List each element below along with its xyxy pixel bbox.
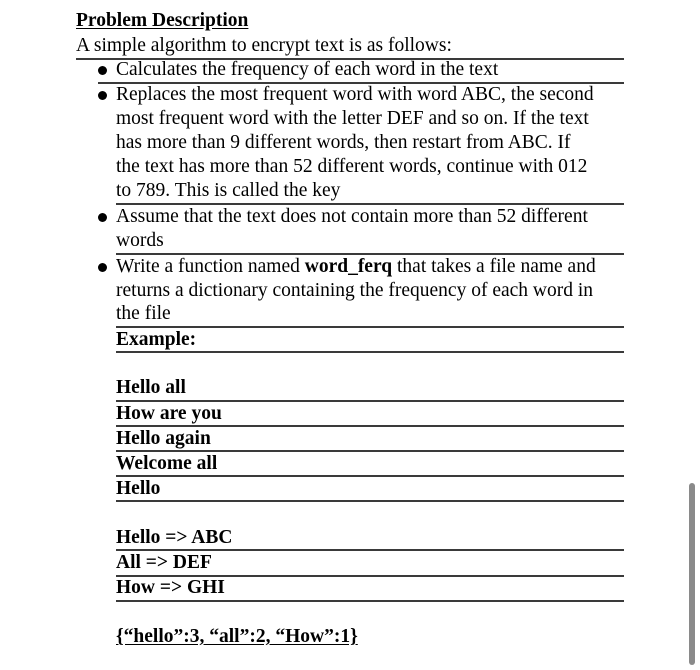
bullet-2-line-2: most frequent word with the letter DEF and so on. If the text — [116, 108, 589, 129]
function-name: word_ferq — [304, 256, 393, 277]
bullet-4-line-3: the file — [116, 303, 171, 324]
bullet-1-line-1: Calculates the frequency of each word in the text — [116, 59, 499, 80]
bullet-icon — [98, 213, 107, 222]
bullet-4-text-before: Write a function named — [116, 256, 305, 277]
bullet-4-line-1 — [116, 255, 596, 279]
example-line-4: Welcome all — [116, 453, 218, 474]
bullet-2-line-1: Replaces the most frequent word with word ABC, the second — [116, 84, 594, 105]
bullet-2-line-3: has more than 9 different words, then restart from ABC. If — [116, 132, 571, 153]
bullet-4-text-after: that takes a file name and — [392, 256, 596, 277]
example-line-1: Hello all — [116, 377, 186, 398]
example-line-3: Hello again — [116, 428, 211, 449]
bullet-2-line-5: to 789. This is called the key — [116, 180, 341, 201]
divider — [116, 600, 624, 602]
bullet-icon — [98, 91, 107, 100]
bullet-icon — [98, 263, 107, 272]
bullet-3-line-2: words — [116, 230, 164, 251]
example-line-2: How are you — [116, 403, 222, 424]
divider — [116, 475, 624, 477]
bullet-2-line-4: the text has more than 52 different words, continue with 012 — [116, 156, 588, 177]
key-mapping-1: Hello => ABC — [116, 527, 233, 548]
divider — [116, 500, 624, 502]
bullet-3-line-1: Assume that the text does not contain more than 52 different — [116, 206, 588, 227]
page-title: Problem Description — [76, 10, 249, 31]
example-label: Example: — [116, 329, 197, 350]
divider — [116, 351, 624, 353]
intro-text: A simple algorithm to encrypt text is as follows: — [76, 35, 452, 56]
scrollbar-thumb[interactable] — [689, 483, 695, 665]
result-dictionary: {“hello”:3, “all”:2, “How”:1} — [116, 626, 358, 647]
bullet-icon — [98, 66, 107, 75]
key-mapping-3: How => GHI — [116, 577, 225, 598]
bullet-4-line-2: returns a dictionary containing the frequency of each word in — [116, 280, 594, 301]
key-mapping-2: All => DEF — [116, 552, 212, 573]
example-line-5: Hello — [116, 478, 161, 499]
